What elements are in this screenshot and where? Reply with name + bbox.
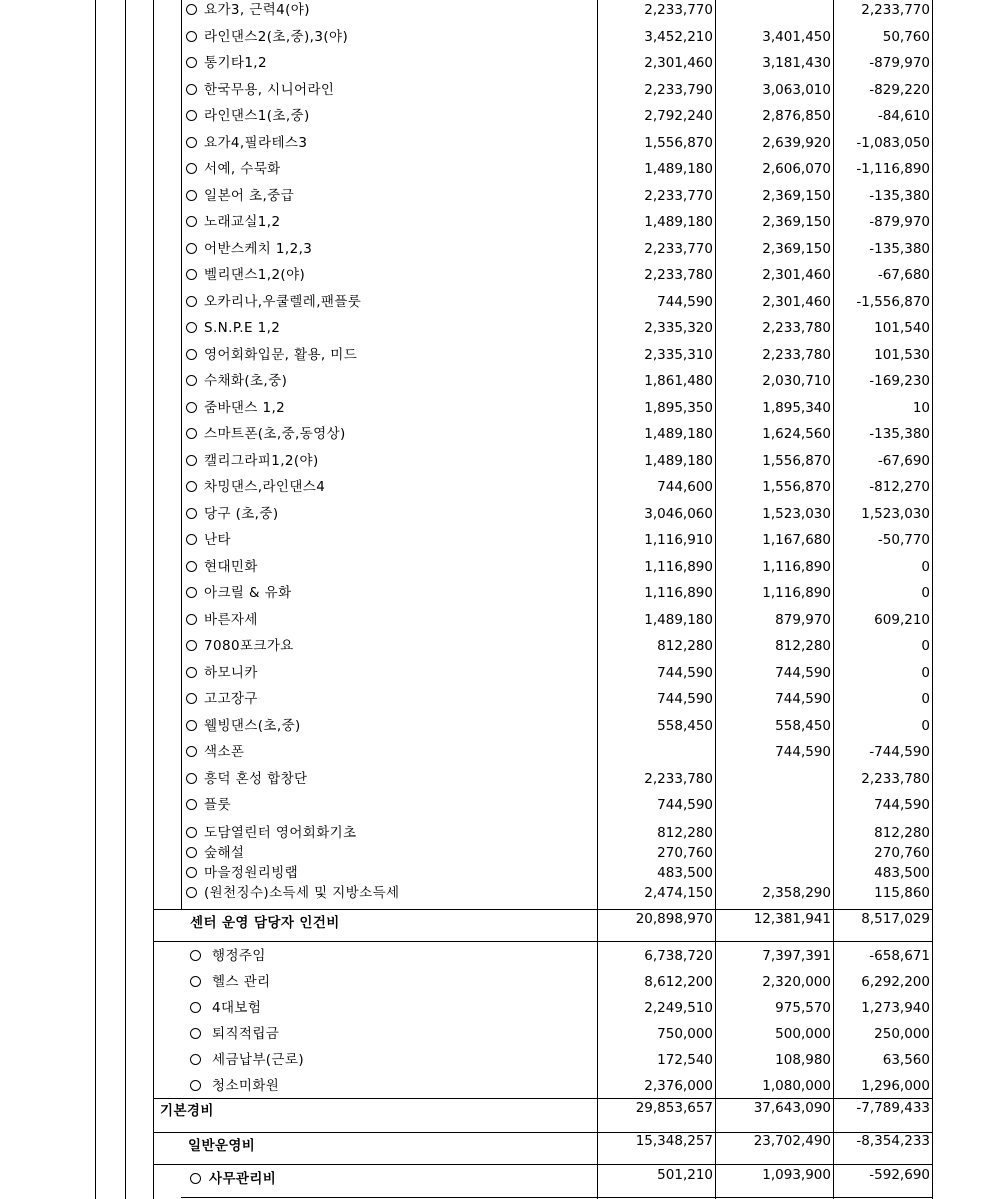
value-diff: 63,560 xyxy=(882,1052,930,1068)
value-diff: -135,380 xyxy=(869,240,930,257)
row-label-wrap xyxy=(186,400,285,416)
bullet-circle-icon xyxy=(186,296,197,307)
row-label: 바른자세 xyxy=(204,611,258,628)
row-label: 4대보험 xyxy=(212,1000,262,1016)
value-curr: 108,980 xyxy=(775,1052,831,1068)
bullet-circle-icon xyxy=(186,887,197,898)
value-prev: 558,450 xyxy=(657,717,713,734)
row-label: 난타 xyxy=(204,532,231,548)
row-label-wrap xyxy=(186,135,307,151)
row-label-wrap xyxy=(186,845,244,861)
value-diff: 0 xyxy=(921,664,930,681)
value-curr: 2,606,070 xyxy=(762,161,831,177)
row-label: 색소폰 xyxy=(204,744,245,760)
bullet-circle-icon xyxy=(186,110,197,121)
value-diff: -744,590 xyxy=(869,744,930,760)
row-label-wrap xyxy=(186,638,294,654)
value-curr: 37,643,090 xyxy=(753,1100,831,1116)
row-label-wrap xyxy=(186,665,258,681)
value-curr: 1,895,340 xyxy=(762,399,831,416)
row-divider-table-bottom xyxy=(181,1197,933,1198)
bullet-circle-icon xyxy=(186,57,197,68)
row-label-wrap xyxy=(190,974,270,990)
value-curr: 1,523,030 xyxy=(762,505,831,522)
value-prev: 172,540 xyxy=(657,1052,713,1068)
row-label: 기본경비 xyxy=(160,1103,214,1119)
value-diff: 0 xyxy=(921,585,930,601)
row-label-wrap xyxy=(186,585,292,601)
value-curr: 812,280 xyxy=(775,638,831,654)
row-label-wrap xyxy=(186,691,258,707)
value-prev: 2,233,770 xyxy=(644,240,713,257)
value-prev: 744,600 xyxy=(657,479,713,495)
row-label: 일본어 초,중급 xyxy=(204,187,295,204)
bullet-circle-icon xyxy=(190,1002,201,1013)
value-curr: 7,397,391 xyxy=(762,948,831,964)
grid-line-value-a xyxy=(597,0,598,1199)
value-curr: 1,556,870 xyxy=(762,452,831,469)
value-diff: 2,233,780 xyxy=(861,770,930,787)
row-label-wrap xyxy=(186,373,287,389)
row-label: 요가4,필라테스3 xyxy=(204,134,308,151)
row-label-wrap xyxy=(186,559,258,575)
value-curr: 2,876,850 xyxy=(762,108,831,124)
value-prev: 270,760 xyxy=(657,845,713,861)
grid-line-outer-left xyxy=(95,0,96,1199)
value-diff: -7,789,433 xyxy=(856,1100,930,1116)
value-curr: 2,369,150 xyxy=(762,214,831,230)
bullet-circle-icon xyxy=(186,508,197,519)
value-diff: 250,000 xyxy=(874,1026,930,1042)
row-label: 도담열린터 영어회화기초 xyxy=(204,825,357,841)
value-curr: 3,181,430 xyxy=(762,55,831,71)
row-label-wrap xyxy=(186,161,281,177)
value-diff: 744,590 xyxy=(874,797,930,813)
value-curr: 1,556,870 xyxy=(762,479,831,495)
value-diff: -135,380 xyxy=(869,426,930,442)
row-label: 줌바댄스 1,2 xyxy=(204,399,286,416)
row-label: 마을정원리빙랩 xyxy=(204,865,299,881)
value-curr: 744,590 xyxy=(775,664,831,681)
row-label-wrap xyxy=(186,744,244,760)
row-label: 영어회화입문, 활용, 미드 xyxy=(204,346,358,363)
value-diff: 812,280 xyxy=(874,825,930,841)
value-curr: 975,570 xyxy=(775,1000,831,1016)
value-curr: 744,590 xyxy=(775,744,831,760)
bullet-circle-icon xyxy=(186,269,197,280)
row-label-wrap xyxy=(186,267,305,283)
value-diff: -1,083,050 xyxy=(856,134,930,151)
bullet-circle-icon xyxy=(190,1080,201,1091)
value-prev: 2,233,770 xyxy=(644,2,713,18)
row-label: 플룻 xyxy=(204,797,231,813)
value-diff: 0 xyxy=(921,717,930,734)
bullet-circle-icon xyxy=(186,720,197,731)
value-prev: 3,452,210 xyxy=(644,28,713,45)
value-prev: 1,489,180 xyxy=(644,452,713,469)
row-label: 스마트폰(초,중,동영상) xyxy=(204,426,346,442)
value-prev: 15,348,257 xyxy=(635,1133,713,1149)
grid-line-value-b xyxy=(715,0,716,1199)
grid-line-label-col xyxy=(181,0,182,910)
value-prev: 2,233,780 xyxy=(644,267,713,283)
value-prev: 744,590 xyxy=(657,797,713,813)
row-label: 사무관리비 xyxy=(209,1171,277,1187)
value-curr: 1,116,890 xyxy=(762,558,831,575)
value-diff: 0 xyxy=(921,558,930,575)
row-label-wrap xyxy=(186,2,310,18)
row-label-wrap xyxy=(186,718,301,734)
row-label: 센터 운영 담당자 인건비 xyxy=(190,915,340,931)
value-diff: -658,671 xyxy=(869,948,930,964)
bullet-circle-icon xyxy=(186,349,197,360)
row-label-wrap xyxy=(190,1026,279,1042)
value-curr: 1,080,000 xyxy=(762,1078,831,1094)
value-curr: 2,233,780 xyxy=(762,346,831,363)
bullet-circle-icon xyxy=(186,4,197,15)
value-curr: 879,970 xyxy=(775,611,831,628)
row-label: 흥덕 혼성 합창단 xyxy=(204,770,308,787)
bullet-circle-icon xyxy=(186,163,197,174)
row-label-wrap xyxy=(190,1171,276,1187)
row-label: 당구 (초,중) xyxy=(204,505,279,522)
value-diff: 50,760 xyxy=(882,28,930,45)
bullet-circle-icon xyxy=(186,640,197,651)
row-label-wrap xyxy=(186,612,258,628)
value-prev: 501,210 xyxy=(657,1167,713,1183)
bullet-circle-icon xyxy=(186,693,197,704)
row-label-wrap xyxy=(186,426,346,442)
value-diff: 115,860 xyxy=(874,885,930,901)
value-diff: 0 xyxy=(921,691,930,707)
row-label: 행정주임 xyxy=(212,948,266,964)
row-label-wrap xyxy=(186,532,231,548)
bullet-circle-icon xyxy=(186,481,197,492)
value-prev: 2,792,240 xyxy=(644,108,713,124)
value-prev: 1,489,180 xyxy=(644,611,713,628)
value-prev: 1,116,910 xyxy=(644,532,713,548)
value-prev: 744,590 xyxy=(657,664,713,681)
row-divider-center-staff-bottom xyxy=(153,941,933,942)
value-diff: -812,270 xyxy=(869,479,930,495)
grid-line-right xyxy=(932,0,933,1199)
grid-line-left-3 xyxy=(153,0,154,1199)
value-prev: 812,280 xyxy=(657,638,713,654)
bullet-circle-icon xyxy=(186,614,197,625)
bullet-circle-icon xyxy=(186,847,197,858)
value-prev: 8,612,200 xyxy=(644,974,713,990)
value-prev: 1,556,870 xyxy=(644,134,713,151)
value-diff: 483,500 xyxy=(874,865,930,881)
value-prev: 1,861,480 xyxy=(644,373,713,389)
value-prev: 2,233,770 xyxy=(644,187,713,204)
value-prev: 2,474,150 xyxy=(644,885,713,901)
value-diff: 2,233,770 xyxy=(861,2,930,18)
row-label: 통기타1,2 xyxy=(204,55,267,71)
value-curr: 2,301,460 xyxy=(762,293,831,310)
value-prev: 1,489,180 xyxy=(644,214,713,230)
bullet-circle-icon xyxy=(190,1054,201,1065)
value-diff: -879,970 xyxy=(869,214,930,230)
value-prev: 483,500 xyxy=(657,865,713,881)
value-curr: 1,624,560 xyxy=(762,426,831,442)
value-curr: 3,401,450 xyxy=(762,28,831,45)
value-prev: 1,116,890 xyxy=(644,558,713,575)
value-diff: 6,292,200 xyxy=(861,974,930,990)
row-label: 수채화(초,중) xyxy=(204,373,288,389)
row-label: 벨리댄스1,2(야) xyxy=(204,267,306,283)
value-curr: 12,381,941 xyxy=(753,911,831,927)
row-label-wrap xyxy=(190,1052,304,1068)
value-curr: 2,301,460 xyxy=(762,267,831,283)
value-curr: 2,233,780 xyxy=(762,320,831,336)
value-prev: 744,590 xyxy=(657,691,713,707)
row-label: 차밍댄스,라인댄스4 xyxy=(204,479,326,495)
row-divider-center-staff-top xyxy=(153,909,933,910)
value-diff: -135,380 xyxy=(869,187,930,204)
row-label: 현대민화 xyxy=(204,558,258,575)
row-label: 아크릴 & 유화 xyxy=(204,585,292,601)
bullet-circle-icon xyxy=(186,243,197,254)
value-diff: 10 xyxy=(912,399,930,416)
row-label: 캘리그라피1,2(야) xyxy=(204,452,319,469)
value-diff: -1,556,870 xyxy=(856,293,930,310)
bullet-circle-icon xyxy=(186,428,197,439)
bullet-circle-icon xyxy=(186,375,197,386)
bullet-circle-icon xyxy=(190,950,201,961)
value-curr: 3,063,010 xyxy=(762,81,831,98)
value-prev: 29,853,657 xyxy=(635,1100,713,1116)
value-prev: 2,335,310 xyxy=(644,346,713,363)
bullet-circle-icon xyxy=(186,667,197,678)
value-curr: 1,167,680 xyxy=(762,532,831,548)
value-diff: 1,296,000 xyxy=(861,1078,930,1094)
row-label: 서예, 수묵화 xyxy=(204,161,281,177)
row-label-wrap xyxy=(186,108,310,124)
row-label-wrap xyxy=(186,320,280,336)
value-diff: 8,517,029 xyxy=(861,911,930,927)
bullet-circle-icon xyxy=(186,587,197,598)
row-label-wrap xyxy=(186,771,307,787)
bullet-circle-icon xyxy=(186,31,197,42)
value-prev: 2,233,780 xyxy=(644,770,713,787)
row-divider-basic-expense-top xyxy=(153,1098,933,1099)
row-label: 노래교실1,2 xyxy=(204,214,281,230)
bullet-circle-icon xyxy=(190,976,201,987)
value-prev: 1,116,890 xyxy=(644,585,713,601)
value-diff: -67,680 xyxy=(877,267,930,283)
grid-line-left-2 xyxy=(125,0,126,1199)
value-diff: 101,530 xyxy=(874,346,930,363)
value-curr: 2,030,710 xyxy=(762,373,831,389)
row-label-wrap xyxy=(190,948,266,964)
value-diff: 0 xyxy=(921,638,930,654)
bullet-circle-icon xyxy=(186,84,197,95)
row-label-wrap xyxy=(186,865,298,881)
bullet-circle-icon xyxy=(186,137,197,148)
value-curr: 1,116,890 xyxy=(762,585,831,601)
row-label: 어반스케치 1,2,3 xyxy=(204,240,313,257)
value-diff: 609,210 xyxy=(874,611,930,628)
row-label: 라인댄스2(초,중),3(야) xyxy=(204,28,349,45)
row-label: 요가3, 근력4(야) xyxy=(204,2,310,18)
bullet-circle-icon xyxy=(186,799,197,810)
row-label-wrap xyxy=(186,214,280,230)
value-diff: -8,354,233 xyxy=(856,1133,930,1149)
value-prev: 812,280 xyxy=(657,825,713,841)
value-curr: 2,369,150 xyxy=(762,187,831,204)
value-curr: 23,702,490 xyxy=(753,1133,831,1149)
row-label: 웰빙댄스(초,중) xyxy=(204,717,301,734)
row-label-wrap xyxy=(186,55,267,71)
value-prev: 2,249,510 xyxy=(644,1000,713,1016)
row-label-wrap xyxy=(186,825,357,841)
row-label-wrap xyxy=(186,294,361,310)
value-diff: 1,523,030 xyxy=(861,505,930,522)
row-label-wrap xyxy=(190,1078,279,1094)
row-label: 헬스 관리 xyxy=(212,974,271,990)
row-label: 고고장구 xyxy=(204,691,258,707)
row-label-wrap xyxy=(186,479,325,495)
value-curr: 558,450 xyxy=(775,717,831,734)
value-prev: 744,590 xyxy=(657,293,713,310)
row-label-wrap xyxy=(186,347,357,363)
row-label: 한국무용, 시니어라인 xyxy=(204,81,335,98)
value-curr: 2,369,150 xyxy=(762,240,831,257)
value-diff: -67,690 xyxy=(877,452,930,469)
value-prev: 1,489,180 xyxy=(644,426,713,442)
value-prev: 3,046,060 xyxy=(644,505,713,522)
value-curr: 500,000 xyxy=(775,1026,831,1042)
bullet-circle-icon xyxy=(186,322,197,333)
row-label: 청소미화원 xyxy=(212,1078,280,1094)
row-label: (원천징수)소득세 및 지방소득세 xyxy=(204,885,400,901)
row-label: 오카리나,우쿨렐레,팬플룻 xyxy=(204,293,362,310)
value-prev: 2,376,000 xyxy=(644,1078,713,1094)
value-prev: 1,489,180 xyxy=(644,161,713,177)
row-label: 일반운영비 xyxy=(188,1138,256,1154)
row-label: 숲해설 xyxy=(204,845,245,861)
value-prev: 2,301,460 xyxy=(644,55,713,71)
value-diff: 270,760 xyxy=(874,845,930,861)
value-curr: 2,639,920 xyxy=(762,134,831,151)
row-label: 하모니카 xyxy=(204,664,258,681)
bullet-circle-icon xyxy=(186,216,197,227)
bullet-circle-icon xyxy=(190,1028,201,1039)
value-prev: 2,233,790 xyxy=(644,81,713,98)
value-prev: 20,898,970 xyxy=(635,911,713,927)
bullet-circle-icon xyxy=(186,402,197,413)
row-label-wrap xyxy=(190,1000,261,1016)
bullet-circle-icon xyxy=(186,746,197,757)
value-diff: 1,273,940 xyxy=(861,1000,930,1016)
value-prev: 2,335,320 xyxy=(644,320,713,336)
value-curr: 2,320,000 xyxy=(762,974,831,990)
row-label: 퇴직적립금 xyxy=(212,1026,280,1042)
row-divider-general-ops-bottom xyxy=(153,1164,933,1165)
value-prev: 750,000 xyxy=(657,1026,713,1042)
row-label-wrap xyxy=(186,506,278,522)
bullet-circle-icon xyxy=(186,190,197,201)
value-prev: 6,738,720 xyxy=(644,948,713,964)
row-label-wrap xyxy=(186,885,399,901)
value-diff: -1,116,890 xyxy=(856,161,930,177)
row-label: 세금납부(근로) xyxy=(212,1052,304,1068)
value-prev: 1,895,350 xyxy=(644,399,713,416)
bullet-circle-icon xyxy=(190,1173,201,1184)
grid-line-value-c xyxy=(833,0,834,1199)
value-diff: -829,220 xyxy=(869,81,930,98)
value-curr: 744,590 xyxy=(775,691,831,707)
row-label: S.N.P.E 1,2 xyxy=(204,320,281,336)
bullet-circle-icon xyxy=(186,455,197,466)
row-label-wrap xyxy=(186,29,348,45)
row-label: 7080포크가요 xyxy=(204,638,294,654)
row-label-wrap xyxy=(186,188,294,204)
value-diff: -879,970 xyxy=(869,55,930,71)
row-label-wrap xyxy=(186,797,231,813)
bullet-circle-icon xyxy=(186,561,197,572)
value-diff: -169,230 xyxy=(869,373,930,389)
value-curr: 2,358,290 xyxy=(762,885,831,901)
row-label-wrap xyxy=(186,82,334,98)
bullet-circle-icon xyxy=(186,827,197,838)
bullet-circle-icon xyxy=(186,534,197,545)
value-diff: -84,610 xyxy=(877,108,930,124)
value-diff: -50,770 xyxy=(877,532,930,548)
bullet-circle-icon xyxy=(186,867,197,878)
value-diff: -592,690 xyxy=(869,1167,930,1183)
value-diff: 101,540 xyxy=(874,320,930,336)
bullet-circle-icon xyxy=(186,773,197,784)
value-curr: 1,093,900 xyxy=(762,1167,831,1183)
row-label: 라인댄스1(초,중) xyxy=(204,108,310,124)
row-label-wrap xyxy=(186,453,319,469)
row-label-wrap xyxy=(186,241,312,257)
